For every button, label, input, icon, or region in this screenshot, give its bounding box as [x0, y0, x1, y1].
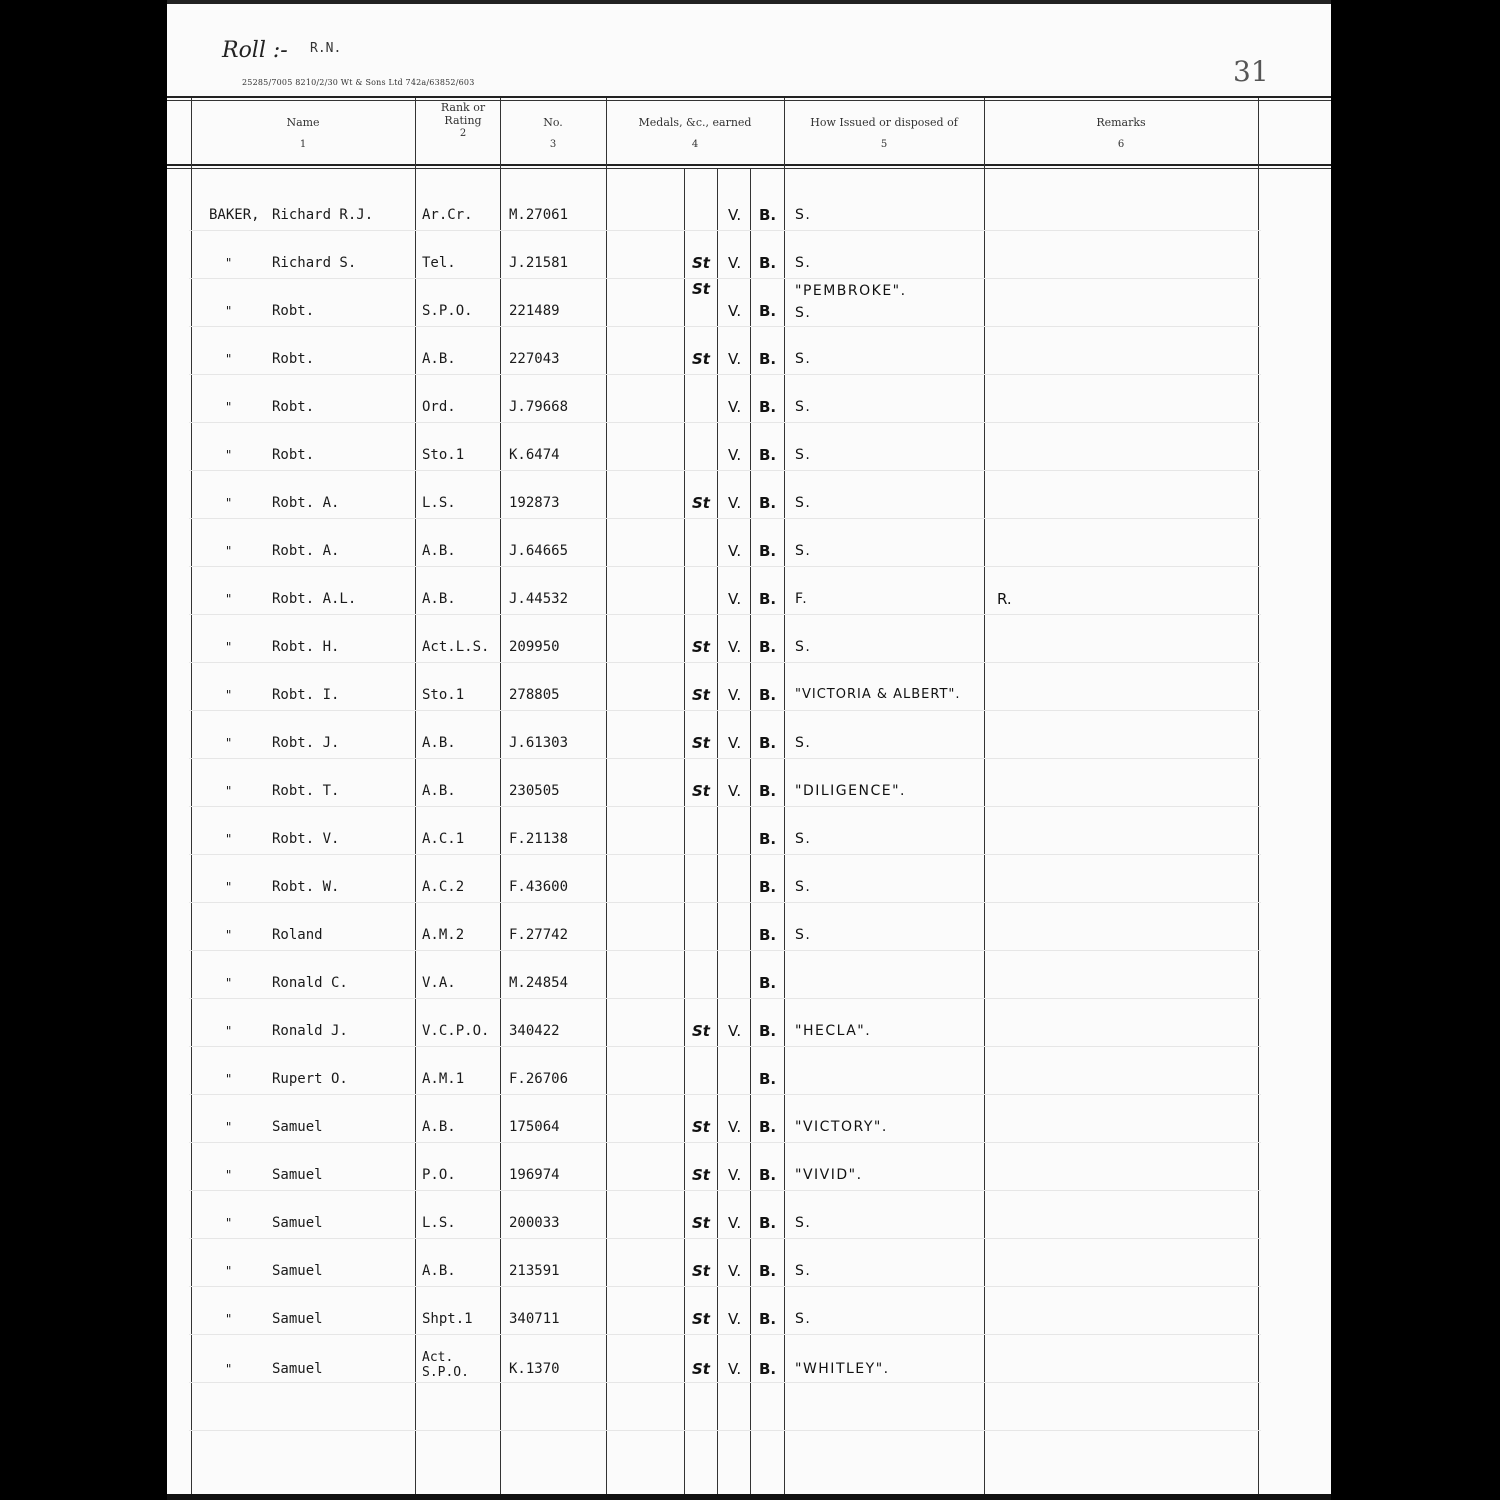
- number-cell: 196974: [509, 1167, 560, 1183]
- medal-v-cell: V.: [728, 398, 742, 416]
- table-row: [167, 280, 1331, 326]
- medal-st-cell: St: [692, 734, 710, 752]
- ruling: [189, 662, 1261, 663]
- name-cell: Samuel: [272, 1311, 323, 1327]
- table-row: [167, 974, 1331, 998]
- rank-cell: L.S.: [422, 1215, 456, 1231]
- ruling: [189, 230, 1261, 231]
- name-cell: Robt. A.L.: [272, 591, 357, 607]
- ditto-mark: ": [225, 832, 233, 846]
- page-number: 31: [1233, 55, 1269, 88]
- medal-b-cell: B.: [759, 590, 777, 608]
- medal-b-cell: B.: [759, 1310, 777, 1328]
- table-row: [167, 1262, 1331, 1286]
- rank-cell: Act.L.S.: [422, 639, 490, 655]
- rank-cell: V.C.P.O.: [422, 1023, 490, 1039]
- ditto-mark: ": [225, 544, 233, 558]
- rank-cell: A.M.1: [422, 1071, 465, 1087]
- medal-v-cell: V.: [728, 1310, 742, 1328]
- header-rule-top-thin: [167, 100, 1331, 101]
- rank-cell: A.B.: [422, 351, 456, 367]
- medal-b-cell: B.: [759, 350, 777, 368]
- medal-st-cell: St: [692, 1214, 710, 1232]
- number-cell: M.24854: [509, 975, 569, 991]
- ruling: [189, 326, 1261, 327]
- medal-v-cell: V.: [728, 1262, 742, 1280]
- medal-st-cell: St: [692, 782, 710, 800]
- medal-v-cell: V.: [728, 1360, 742, 1378]
- medal-st-cell: St: [692, 1360, 710, 1378]
- number-cell: 278805: [509, 687, 560, 703]
- ditto-mark: ": [225, 448, 233, 462]
- table-row: [167, 638, 1331, 662]
- header-num: 6: [1117, 139, 1125, 150]
- medal-v-cell: V.: [728, 254, 742, 272]
- ruling: [189, 470, 1261, 471]
- ditto-mark: ": [225, 1168, 233, 1182]
- issued-cell: S.: [795, 1263, 812, 1279]
- rank-cell: Tel.: [422, 255, 456, 271]
- medal-v-cell: V.: [728, 302, 742, 320]
- medal-v-cell: V.: [728, 206, 742, 224]
- number-cell: 340711: [509, 1311, 560, 1327]
- table-row: [167, 878, 1331, 902]
- header-title: Medals, &c., earned: [638, 116, 752, 129]
- medal-v-cell: V.: [728, 782, 742, 800]
- table-row: [167, 686, 1331, 710]
- issued-cell: "DILIGENCE".: [795, 783, 906, 799]
- ditto-mark: ": [225, 496, 233, 510]
- issued-cell: S.: [795, 207, 812, 223]
- rank-cell: A.C.1: [422, 831, 465, 847]
- table-row: [167, 1118, 1331, 1142]
- rank-cell: V.A.: [422, 975, 456, 991]
- table-row: [167, 1350, 1331, 1384]
- ruling: [189, 1238, 1261, 1239]
- medal-b-cell: B.: [759, 1360, 777, 1378]
- ruling: [189, 566, 1261, 567]
- medal-v-cell: V.: [728, 1214, 742, 1232]
- header-num: 5: [880, 139, 888, 150]
- medal-b-cell: B.: [759, 302, 777, 320]
- medal-v-cell: V.: [728, 542, 742, 560]
- ruling: [189, 1334, 1261, 1335]
- ditto-mark: ": [225, 304, 233, 318]
- medal-st-cell: St: [692, 350, 710, 368]
- ruling: [189, 1286, 1261, 1287]
- number-cell: J.44532: [509, 591, 569, 607]
- issued-cell: S.: [795, 735, 812, 751]
- issued-cell: S.: [795, 1311, 812, 1327]
- ruling: [189, 902, 1261, 903]
- rank-cell: Sto.1: [422, 687, 465, 703]
- medal-b-cell: B.: [759, 1070, 777, 1088]
- ditto-mark: ": [225, 928, 233, 942]
- name-cell: Robt.: [272, 351, 315, 367]
- number-cell: 192873: [509, 495, 560, 511]
- issued-cell: S.: [795, 639, 812, 655]
- ruling: [189, 806, 1261, 807]
- ruling: [189, 758, 1261, 759]
- header-rule-bottom-thin: [167, 168, 1331, 169]
- ditto-mark: ": [225, 976, 233, 990]
- header-num: 3: [549, 139, 557, 150]
- medal-v-cell: V.: [728, 686, 742, 704]
- table-row: [167, 1214, 1331, 1238]
- name-cell: Robt. H.: [272, 639, 340, 655]
- surname-cell: BAKER,: [209, 207, 260, 223]
- medal-v-cell: V.: [728, 446, 742, 464]
- name-cell: Samuel: [272, 1263, 323, 1279]
- medal-b-cell: B.: [759, 1262, 777, 1280]
- name-cell: Robt. I.: [272, 687, 340, 703]
- header-name: [191, 116, 415, 151]
- ruling: [189, 518, 1261, 519]
- name-cell: Ronald C.: [272, 975, 348, 991]
- scan-border-right: [1331, 0, 1500, 1500]
- table-row: [167, 350, 1331, 374]
- medal-v-cell: V.: [728, 350, 742, 368]
- ditto-mark: ": [225, 1024, 233, 1038]
- name-cell: Samuel: [272, 1167, 323, 1183]
- rank-cell: A.C.2: [422, 879, 465, 895]
- rank-cell: P.O.: [422, 1167, 456, 1183]
- issued-cell: S.: [795, 351, 812, 367]
- medal-v-cell: V.: [728, 1022, 742, 1040]
- ditto-mark: ": [225, 640, 233, 654]
- table-row: [167, 590, 1331, 614]
- name-cell: Roland: [272, 927, 323, 943]
- number-cell: J.61303: [509, 735, 569, 751]
- ditto-mark: ": [225, 1312, 233, 1326]
- table-row: [167, 1070, 1331, 1094]
- issued-cell: "VICTORY".: [795, 1119, 888, 1135]
- header-number: [500, 116, 606, 151]
- table-row: [167, 926, 1331, 950]
- medal-st-cell: St: [692, 1262, 710, 1280]
- rank-cell: Ar.Cr.: [422, 207, 473, 223]
- ditto-mark: ": [225, 1120, 233, 1134]
- issued-cell: "VICTORIA & ALBERT".: [795, 687, 961, 702]
- number-cell: 340422: [509, 1023, 560, 1039]
- medal-b-cell: B.: [759, 782, 777, 800]
- number-cell: J.64665: [509, 543, 569, 559]
- medal-b-cell: B.: [759, 734, 777, 752]
- rank-cell: Shpt.1: [422, 1311, 473, 1327]
- name-cell: Richard R.J.: [272, 207, 374, 223]
- bottom-edge: [167, 1494, 1331, 1500]
- ditto-mark: ": [225, 880, 233, 894]
- ditto-mark: ": [225, 1216, 233, 1230]
- ruling: [189, 854, 1261, 855]
- ditto-mark: ": [225, 256, 233, 270]
- ditto-mark: ": [225, 592, 233, 606]
- name-cell: Robt. W.: [272, 879, 340, 895]
- ruling: [189, 614, 1261, 615]
- issued-cell: "HECLA".: [795, 1023, 872, 1039]
- ruling: [189, 1430, 1261, 1431]
- medal-v-cell: V.: [728, 734, 742, 752]
- ditto-mark: ": [225, 736, 233, 750]
- ditto-mark: ": [225, 1362, 233, 1376]
- medal-st-cell: St: [692, 638, 710, 656]
- medal-b-cell: B.: [759, 878, 777, 896]
- name-cell: Robt. J.: [272, 735, 340, 751]
- ruling: [189, 1094, 1261, 1095]
- number-cell: 213591: [509, 1263, 560, 1279]
- rank-cell: Sto.1: [422, 447, 465, 463]
- rank-cell: A.B.: [422, 783, 456, 799]
- ruling: [189, 422, 1261, 423]
- ditto-mark: ": [225, 1072, 233, 1086]
- medal-b-cell: B.: [759, 830, 777, 848]
- number-cell: M.27061: [509, 207, 569, 223]
- medal-v-cell: V.: [728, 638, 742, 656]
- number-cell: 209950: [509, 639, 560, 655]
- name-cell: Ronald J.: [272, 1023, 348, 1039]
- issued-cell: S.: [795, 1215, 812, 1231]
- medal-st-cell: St: [692, 1022, 710, 1040]
- ditto-mark: ": [225, 784, 233, 798]
- table-row: [167, 1022, 1331, 1046]
- medal-st-cell: St: [692, 254, 710, 272]
- header-title: Remarks: [1096, 116, 1146, 129]
- header-rule-bottom: [167, 164, 1331, 166]
- table-row: [167, 782, 1331, 806]
- rank-cell: A.B.: [422, 591, 456, 607]
- table-row: [167, 830, 1331, 854]
- number-cell: F.43600: [509, 879, 569, 895]
- issued-cell: "WHITLEY".: [795, 1361, 890, 1377]
- table-row: [167, 542, 1331, 566]
- header-title: Name: [286, 116, 320, 129]
- issued-cell: S.: [795, 831, 812, 847]
- table-row: [167, 1310, 1331, 1334]
- issued-cell: S.: [795, 927, 812, 943]
- ruling: [189, 1190, 1261, 1191]
- name-cell: Robt. A.: [272, 543, 340, 559]
- number-cell: 175064: [509, 1119, 560, 1135]
- name-cell: Robt.: [272, 447, 315, 463]
- issued-cell: S.: [795, 879, 812, 895]
- number-cell: J.79668: [509, 399, 569, 415]
- medal-st-cell: St: [692, 1166, 710, 1184]
- medal-b-cell: B.: [759, 1214, 777, 1232]
- medal-b-cell: B.: [759, 542, 777, 560]
- number-cell: F.21138: [509, 831, 569, 847]
- issued-cell: S.: [795, 399, 812, 415]
- medal-b-cell: B.: [759, 686, 777, 704]
- table-row: [167, 446, 1331, 470]
- medal-v-cell: V.: [728, 1166, 742, 1184]
- rank-cell: A.B.: [422, 735, 456, 751]
- name-cell: Robt. V.: [272, 831, 340, 847]
- name-cell: Samuel: [272, 1119, 323, 1135]
- number-cell: 221489: [509, 303, 560, 319]
- header-rule-top: [167, 96, 1331, 98]
- medal-st-cell: St: [692, 1310, 710, 1328]
- printer-imprint: 25285/7005 8210/2/30 Wt & Sons Ltd 742a/63852/603: [242, 78, 475, 87]
- header-rank: [430, 101, 496, 140]
- medal-st-cell: St: [692, 1118, 710, 1136]
- medal-b-cell: B.: [759, 206, 777, 224]
- rank-cell: Act. S.P.O.: [422, 1350, 469, 1380]
- medal-b-cell: B.: [759, 398, 777, 416]
- medal-v-cell: V.: [728, 590, 742, 608]
- medal-v-cell: V.: [728, 1118, 742, 1136]
- header-title: No.: [543, 116, 563, 129]
- issued-cell: "VIVID".: [795, 1167, 863, 1183]
- ruling: [189, 278, 1261, 279]
- number-cell: F.26706: [509, 1071, 569, 1087]
- number-cell: 227043: [509, 351, 560, 367]
- medal-b-cell: B.: [759, 926, 777, 944]
- header-how-issued: [784, 116, 984, 151]
- table-row: [167, 398, 1331, 422]
- name-cell: Richard S.: [272, 255, 357, 271]
- medal-b-cell: B.: [759, 1166, 777, 1184]
- number-cell: K.6474: [509, 447, 560, 463]
- number-cell: 230505: [509, 783, 560, 799]
- rank-cell: A.M.2: [422, 927, 465, 943]
- medal-b-cell: B.: [759, 1022, 777, 1040]
- name-cell: Robt.: [272, 303, 315, 319]
- ditto-mark: ": [225, 352, 233, 366]
- header-remarks: [984, 116, 1258, 151]
- header-num: 1: [299, 139, 307, 150]
- medal-st-cell: St: [692, 280, 710, 298]
- name-cell: Robt. T.: [272, 783, 340, 799]
- table-row: [167, 734, 1331, 758]
- table-row: [167, 494, 1331, 518]
- table-row: [167, 1166, 1331, 1190]
- medal-v-cell: V.: [728, 494, 742, 512]
- issued-cell: S.: [795, 255, 812, 271]
- header-title: How Issued or disposed of: [810, 116, 958, 129]
- header-medals: [606, 116, 784, 151]
- rank-cell: A.B.: [422, 1119, 456, 1135]
- medal-b-cell: B.: [759, 1118, 777, 1136]
- ditto-mark: ": [225, 688, 233, 702]
- medal-st-cell: St: [692, 494, 710, 512]
- name-cell: Robt.: [272, 399, 315, 415]
- ruling: [189, 374, 1261, 375]
- header-num: 4: [691, 139, 699, 150]
- ditto-mark: ": [225, 400, 233, 414]
- name-cell: Rupert O.: [272, 1071, 348, 1087]
- ditto-mark: ": [225, 1264, 233, 1278]
- roll-value: R.N.: [310, 41, 342, 56]
- issued-cell: S.: [795, 543, 812, 559]
- roll-label: Roll :-: [222, 38, 288, 63]
- roll-sheet: [167, 0, 1331, 1500]
- medal-b-cell: B.: [759, 494, 777, 512]
- rank-cell: L.S.: [422, 495, 456, 511]
- medal-b-cell: B.: [759, 254, 777, 272]
- scan-border-left: [0, 0, 167, 1500]
- rank-cell: A.B.: [422, 543, 456, 559]
- header-title: Rank or Rating: [440, 101, 486, 127]
- top-edge: [167, 0, 1331, 4]
- rank-cell: Ord.: [422, 399, 456, 415]
- number-cell: 200033: [509, 1215, 560, 1231]
- medal-b-cell: B.: [759, 446, 777, 464]
- ruling: [189, 998, 1261, 999]
- issued-cell: "PEMBROKE". S.: [795, 283, 907, 321]
- ruling: [189, 710, 1261, 711]
- number-cell: J.21581: [509, 255, 569, 271]
- name-cell: Samuel: [272, 1361, 323, 1377]
- rank-cell: S.P.O.: [422, 303, 473, 319]
- table-row: [167, 254, 1331, 278]
- issued-cell: F.: [795, 591, 809, 607]
- name-cell: Robt. A.: [272, 495, 340, 511]
- ruling: [189, 950, 1261, 951]
- remark-cell: R.: [997, 590, 1012, 608]
- rank-cell: A.B.: [422, 1263, 456, 1279]
- number-cell: K.1370: [509, 1361, 560, 1377]
- number-cell: F.27742: [509, 927, 569, 943]
- table-row: [167, 206, 1331, 230]
- ruling: [189, 1046, 1261, 1047]
- issued-cell: S.: [795, 495, 812, 511]
- name-cell: Samuel: [272, 1215, 323, 1231]
- medal-b-cell: B.: [759, 638, 777, 656]
- medal-st-cell: St: [692, 686, 710, 704]
- issued-cell: S.: [795, 447, 812, 463]
- header-num: 2: [459, 128, 467, 139]
- medal-b-cell: B.: [759, 974, 777, 992]
- ruling: [189, 1142, 1261, 1143]
